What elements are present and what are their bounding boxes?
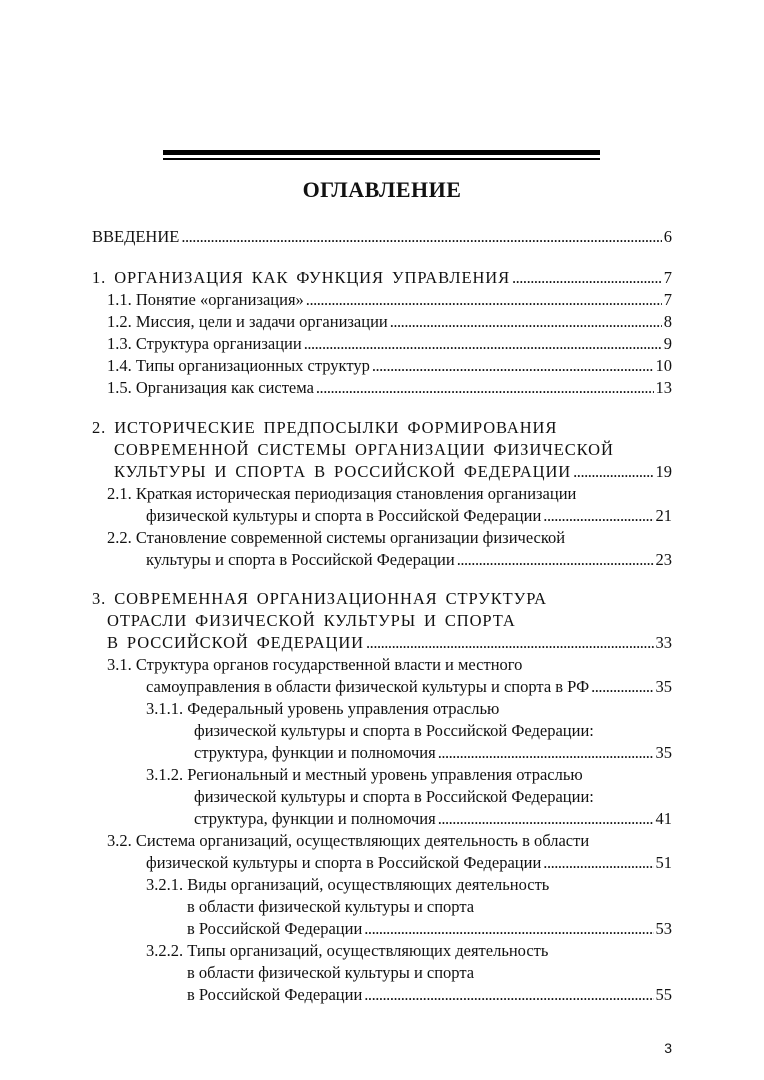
leader-dots <box>438 742 654 764</box>
leader-dots <box>364 984 653 1006</box>
leader-dots <box>438 808 654 830</box>
toc-entry-3-1-2-line-2[interactable]: физической культуры и спорта в Российской Федерации: <box>194 787 594 806</box>
toc-page-number: 7 <box>663 290 672 309</box>
toc-page-number: 51 <box>655 853 672 872</box>
toc-entry-3-1-2-line-1[interactable]: 3.1.2. Региональный и местный уровень управления отраслью <box>146 765 583 784</box>
toc-entry-chapter-2-line-2[interactable]: СОВРЕМЕННОЙ СИСТЕМЫ ОРГАНИЗАЦИИ ФИЗИЧЕСКОЙ <box>114 440 614 459</box>
leader-dots <box>457 549 654 571</box>
toc-page-number: 7 <box>663 268 672 287</box>
toc-entry-text: структура, функции и полномочия <box>194 743 436 762</box>
toc-page-number: 35 <box>655 677 672 696</box>
leader-dots <box>591 676 653 698</box>
toc-entry-1-4[interactable] <box>107 355 672 377</box>
leader-dots <box>390 311 662 333</box>
toc-entry-text: 1.5. Организация как система <box>107 378 314 397</box>
toc-entry-3-2-2[interactable] <box>187 984 672 1006</box>
toc-entry-text: 1.1. Понятие «организация» <box>107 290 304 309</box>
toc-entry-2-2-line-1[interactable]: 2.2. Становление современной системы организации физической <box>107 528 566 547</box>
toc-page-number: 9 <box>663 334 672 353</box>
toc-page-number: 10 <box>655 356 672 375</box>
toc-entry-1-5[interactable] <box>107 377 672 399</box>
toc-entry-chapter-2-line-1[interactable]: 2. ИСТОРИЧЕСКИЕ ПРЕДПОСЫЛКИ ФОРМИРОВАНИЯ <box>92 418 558 437</box>
page-title: ОГЛАВЛЕНИЕ <box>302 177 462 202</box>
toc-page-number: 35 <box>655 743 672 762</box>
toc-entry-3-1-1[interactable] <box>194 742 672 764</box>
toc-entry-3-1-line-1[interactable]: 3.1. Структура органов государственной власти и местного <box>107 655 523 674</box>
toc-entry-3-2-1-line-1[interactable]: 3.2.1. Виды организаций, осуществляющих деятельность <box>146 875 550 894</box>
toc-entry-3-2-2-line-2[interactable]: в области физической культуры и спорта <box>187 963 475 982</box>
leader-dots <box>573 461 653 483</box>
toc-entry-2-1[interactable] <box>146 505 672 527</box>
toc-page-number: 55 <box>655 985 672 1004</box>
leader-dots <box>366 632 653 654</box>
toc-entry-3-2[interactable] <box>146 852 672 874</box>
toc-entry-text: КУЛЬТУРЫ И СПОРТА В РОССИЙСКОЙ ФЕДЕРАЦИИ <box>114 462 572 481</box>
toc-entry-1-1[interactable] <box>107 289 672 311</box>
toc-page-number: 41 <box>655 809 672 828</box>
toc-entry-chapter-3[interactable] <box>107 632 672 654</box>
leader-dots <box>372 355 654 377</box>
toc-entry-text: В РОССИЙСКОЙ ФЕДЕРАЦИИ <box>107 633 365 652</box>
toc-page-number: 21 <box>655 506 672 525</box>
toc-entry-chapter-3-line-2[interactable]: ОТРАСЛИ ФИЗИЧЕСКОЙ КУЛЬТУРЫ И СПОРТА <box>107 611 516 630</box>
leader-dots <box>304 333 662 355</box>
toc-entry-text: в Российской Федерации <box>187 985 363 1004</box>
page-number: 3 <box>664 1040 672 1056</box>
toc-entry-text: в Российской Федерации <box>187 919 363 938</box>
toc-entry-3-1-1-line-1[interactable]: 3.1.1. Федеральный уровень управления отраслью <box>146 699 500 718</box>
leader-dots <box>316 377 654 399</box>
leader-dots <box>181 226 661 248</box>
toc-entry-3-2-2-line-1[interactable]: 3.2.2. Типы организаций, осуществляющих деятельность <box>146 941 549 960</box>
toc-entry-chapter-2[interactable] <box>114 461 672 483</box>
toc-entry-chapter-1[interactable] <box>92 267 672 289</box>
toc-page-number: 33 <box>655 633 672 652</box>
toc-entry-text: самоуправления в области физической культуры и спорта в РФ <box>146 677 590 696</box>
leader-dots <box>364 918 653 940</box>
toc-entry-3-2-1-line-2[interactable]: в области физической культуры и спорта <box>187 897 475 916</box>
toc-page-number: 8 <box>663 312 672 331</box>
toc-entry-3-2-line-1[interactable]: 3.2. Система организаций, осуществляющих деятельность в области <box>107 831 590 850</box>
toc-entry-1-3[interactable] <box>107 333 672 355</box>
toc-entry-1-2[interactable] <box>107 311 672 333</box>
leader-dots <box>306 289 662 311</box>
toc-page-number: 53 <box>655 919 672 938</box>
toc-page-number: 19 <box>655 462 672 481</box>
toc-entry-text: ВВЕДЕНИЕ <box>92 227 180 246</box>
toc-entry-text: 1.3. Структура организации <box>107 334 302 353</box>
header-rule-thick <box>163 150 600 155</box>
toc-entry-text: физической культуры и спорта в Российской Федерации <box>146 506 542 525</box>
toc-entry-text: культуры и спорта в Российской Федерации <box>146 550 455 569</box>
toc-entry-3-2-1[interactable] <box>187 918 672 940</box>
toc-page-number: 23 <box>655 550 672 569</box>
leader-dots <box>543 505 653 527</box>
header-rule-thin <box>163 158 600 160</box>
toc-entry-3-1-1-line-2[interactable]: физической культуры и спорта в Российской Федерации: <box>194 721 594 740</box>
toc-page-number: 6 <box>663 227 672 246</box>
toc-entry-chapter-3-line-1[interactable]: 3. СОВРЕМЕННАЯ ОРГАНИЗАЦИОННАЯ СТРУКТУРА <box>92 589 547 608</box>
toc-entry-text: 1.4. Типы организационных структур <box>107 356 370 375</box>
leader-dots <box>543 852 653 874</box>
toc-entry-text: 1. ОРГАНИЗАЦИЯ КАК ФУНКЦИЯ УПРАВЛЕНИЯ <box>92 268 510 287</box>
leader-dots <box>512 267 662 289</box>
toc-entry-text: 1.2. Миссия, цели и задачи организации <box>107 312 388 331</box>
toc-page-number: 13 <box>655 378 672 397</box>
toc-entry-3-1[interactable] <box>146 676 672 698</box>
toc-entry-text: физической культуры и спорта в Российской Федерации <box>146 853 542 872</box>
toc-entry-2-1-line-1[interactable]: 2.1. Краткая историческая периодизация становления организации <box>107 484 577 503</box>
toc-entry-intro[interactable] <box>92 226 672 248</box>
toc-entry-text: структура, функции и полномочия <box>194 809 436 828</box>
toc-entry-2-2[interactable] <box>146 549 672 571</box>
toc-entry-3-1-2[interactable] <box>194 808 672 830</box>
